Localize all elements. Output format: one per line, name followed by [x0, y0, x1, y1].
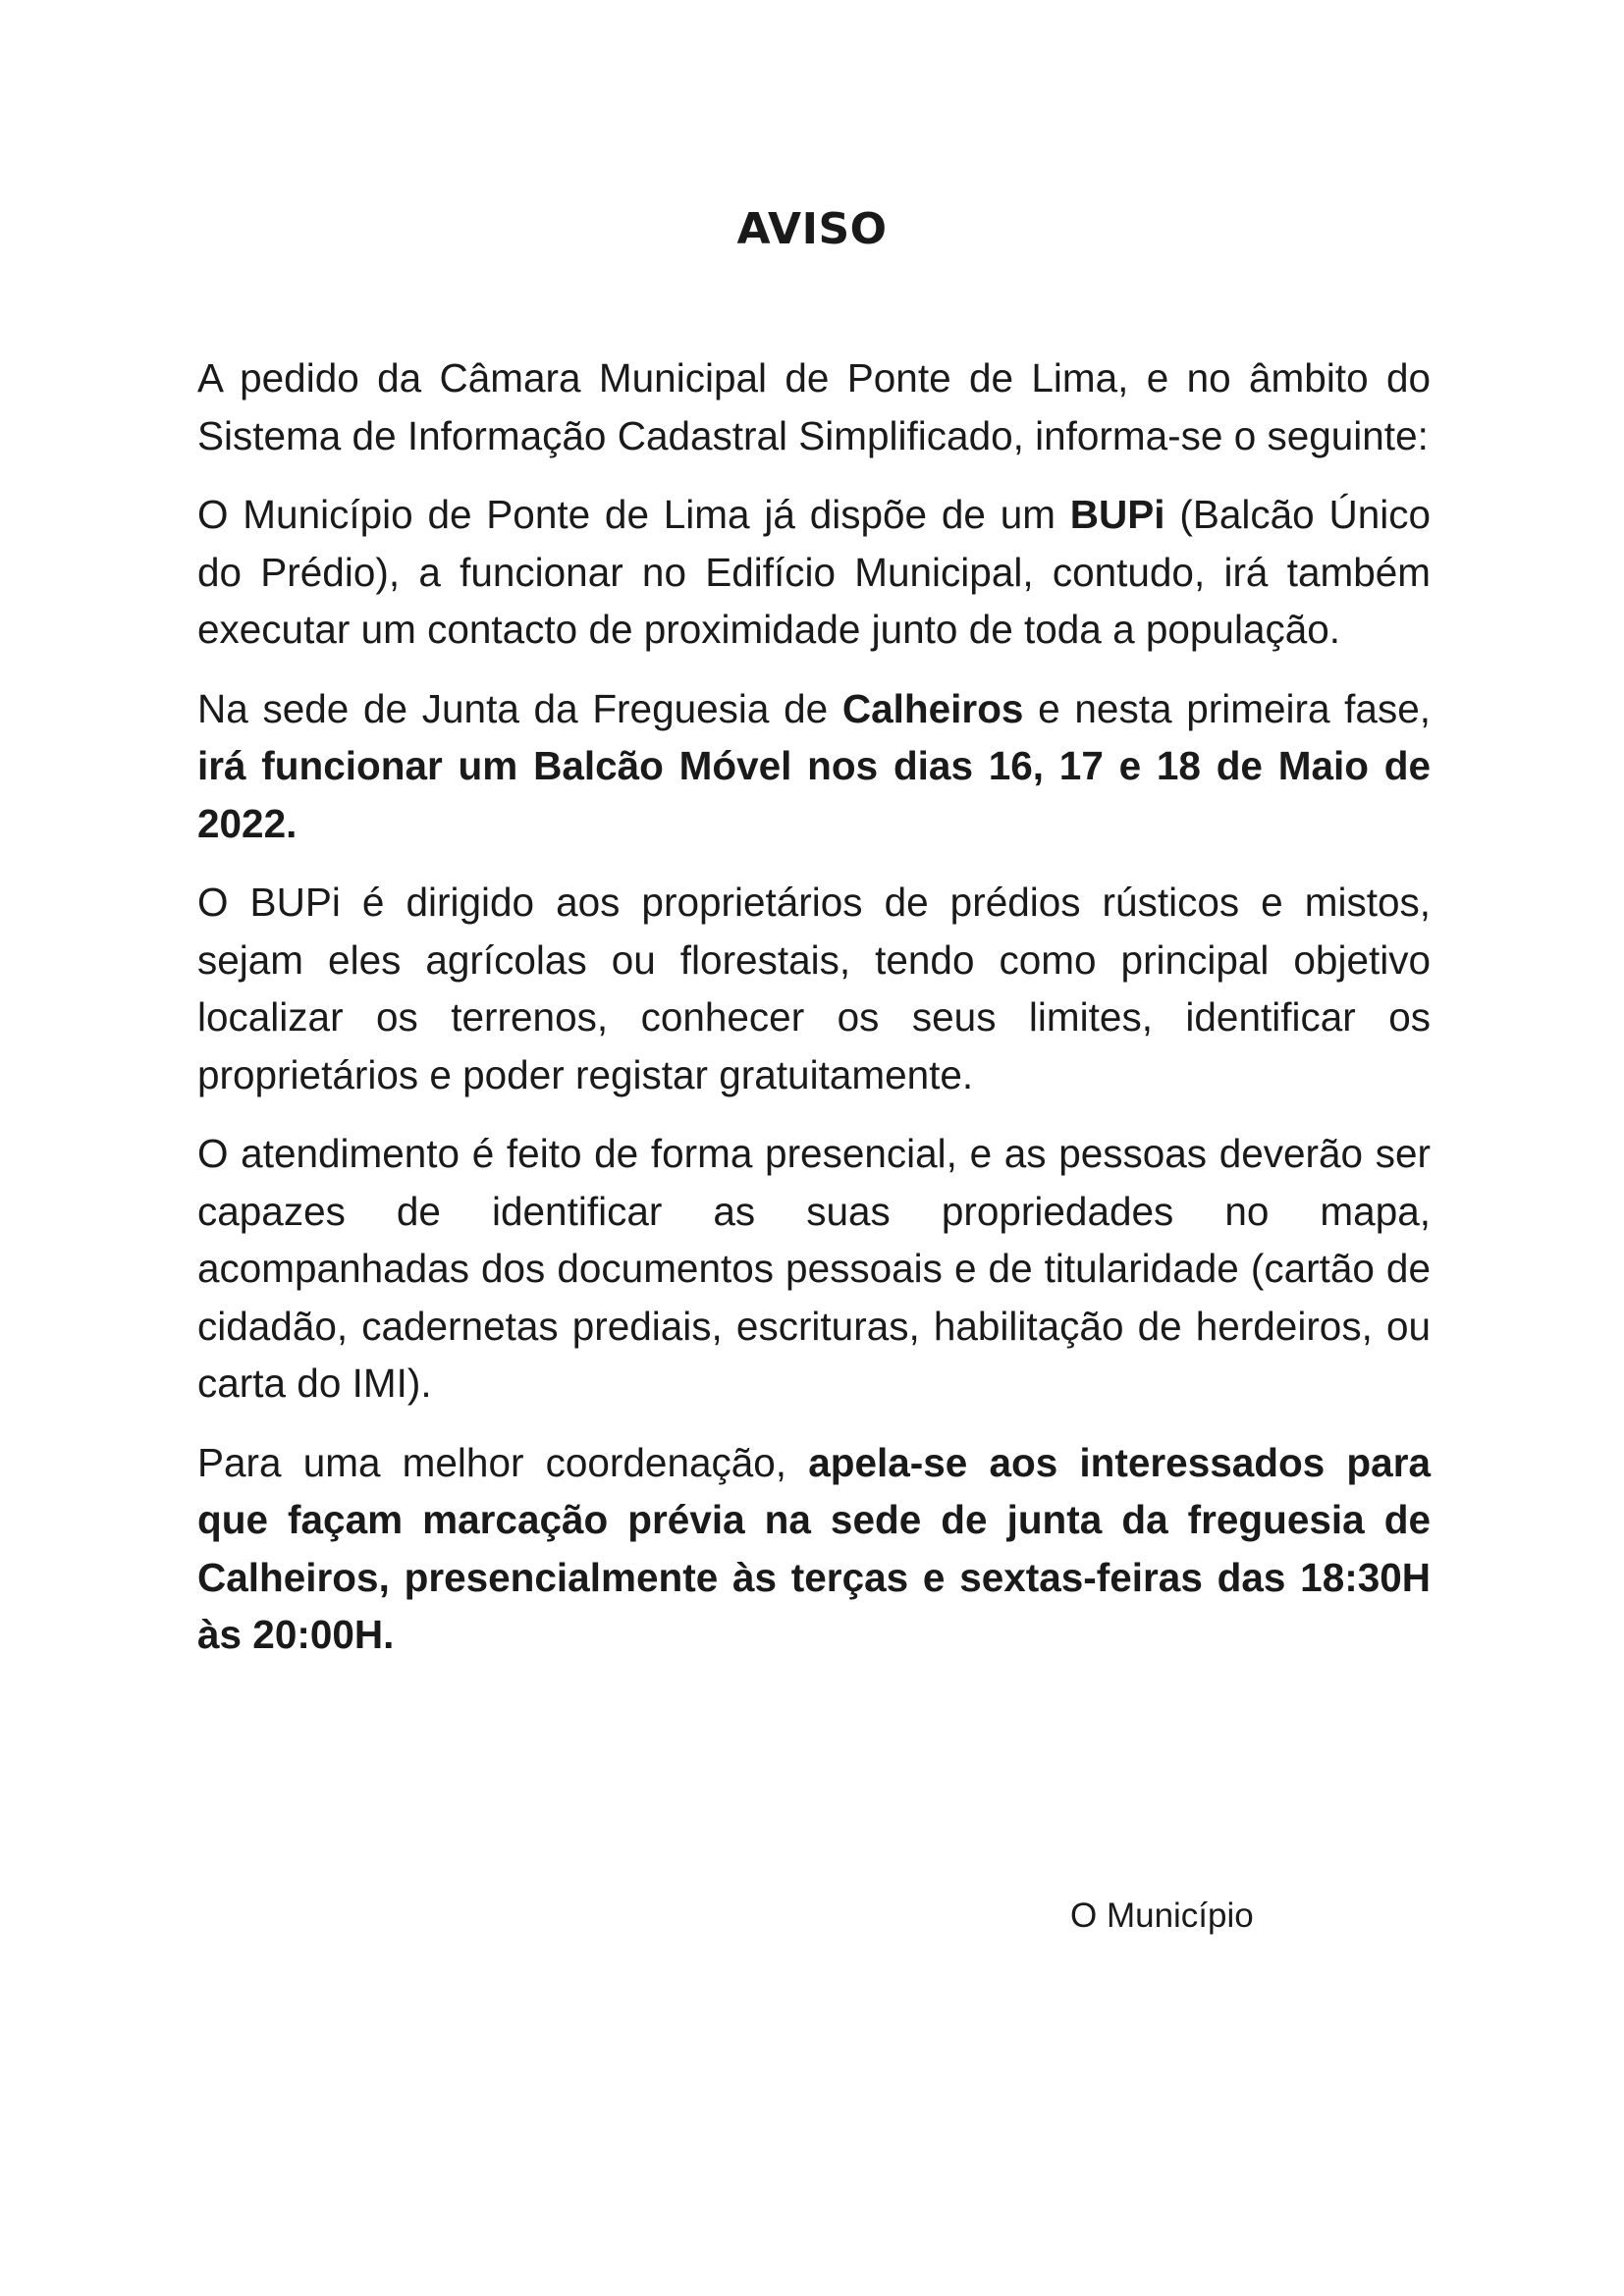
signature: O Município	[1070, 1896, 1254, 1935]
paragraph-intro: A pedido da Câmara Municipal de Ponte de Lima, e no âmbito do Sistema de Informação Cadastral Simplificado, informa-se o seguinte:	[197, 355, 1431, 458]
parish-name: Calheiros	[841, 685, 1024, 731]
paragraph-attendance: O atendimento é feito de forma presencial, e as pessoas deverão ser capazes de identificar as suas propriedades no mapa, acompanhadas dos documentos pessoais e de titularidade (cartão de cidadão, cadernetas prediais, escrituras, habilitação de herdeiros, ou carta do IMI).	[197, 1131, 1431, 1406]
bupi-emphasis: BUPi	[1069, 492, 1165, 537]
notice-title: AVISO	[736, 204, 888, 254]
paragraph-schedule-text-1: Na sede de Junta da Freguesia de	[197, 685, 842, 731]
paragraph-purpose: O BUPi é dirigido aos proprietários de prédios rústicos e mistos, sejam eles agrícolas ou florestais, tendo como principal objetivo localizar os terrenos, conhecer os seus limites, identificar os proprietários e poder registar gratuitamente.	[197, 880, 1431, 1097]
paragraph-appointment-text-1: Para uma melhor coordenação,	[197, 1439, 809, 1485]
paragraph-bupi	[197, 486, 1431, 659]
paragraph-bupi-text-2: (Balcão Único do Prédio), a funcionar no Edifício Municipal, contudo, irá também executar um contacto de proximidade junto de toda a população.	[197, 492, 1432, 652]
paragraph-schedule	[197, 680, 1431, 853]
paragraph-schedule-text-2: e nesta primeira fase,	[1023, 685, 1431, 731]
mobile-counter-dates: irá funcionar um Balcão Móvel nos dias 16, 17 e 18 de Maio de 2022.	[197, 743, 1431, 846]
paragraph-appointment	[197, 1434, 1431, 1664]
appointment-emphasis: apela-se aos interessados para que façam marcação prévia na sede de junta da freguesia de Calheiros, presencialmente às terças e sextas-feiras das 18:30H às 20:00H.	[197, 1439, 1431, 1657]
paragraph-bupi-text-1: O Município de Ponte de Lima já dispõe de um	[197, 492, 1070, 537]
notice-body	[197, 349, 1431, 1685]
